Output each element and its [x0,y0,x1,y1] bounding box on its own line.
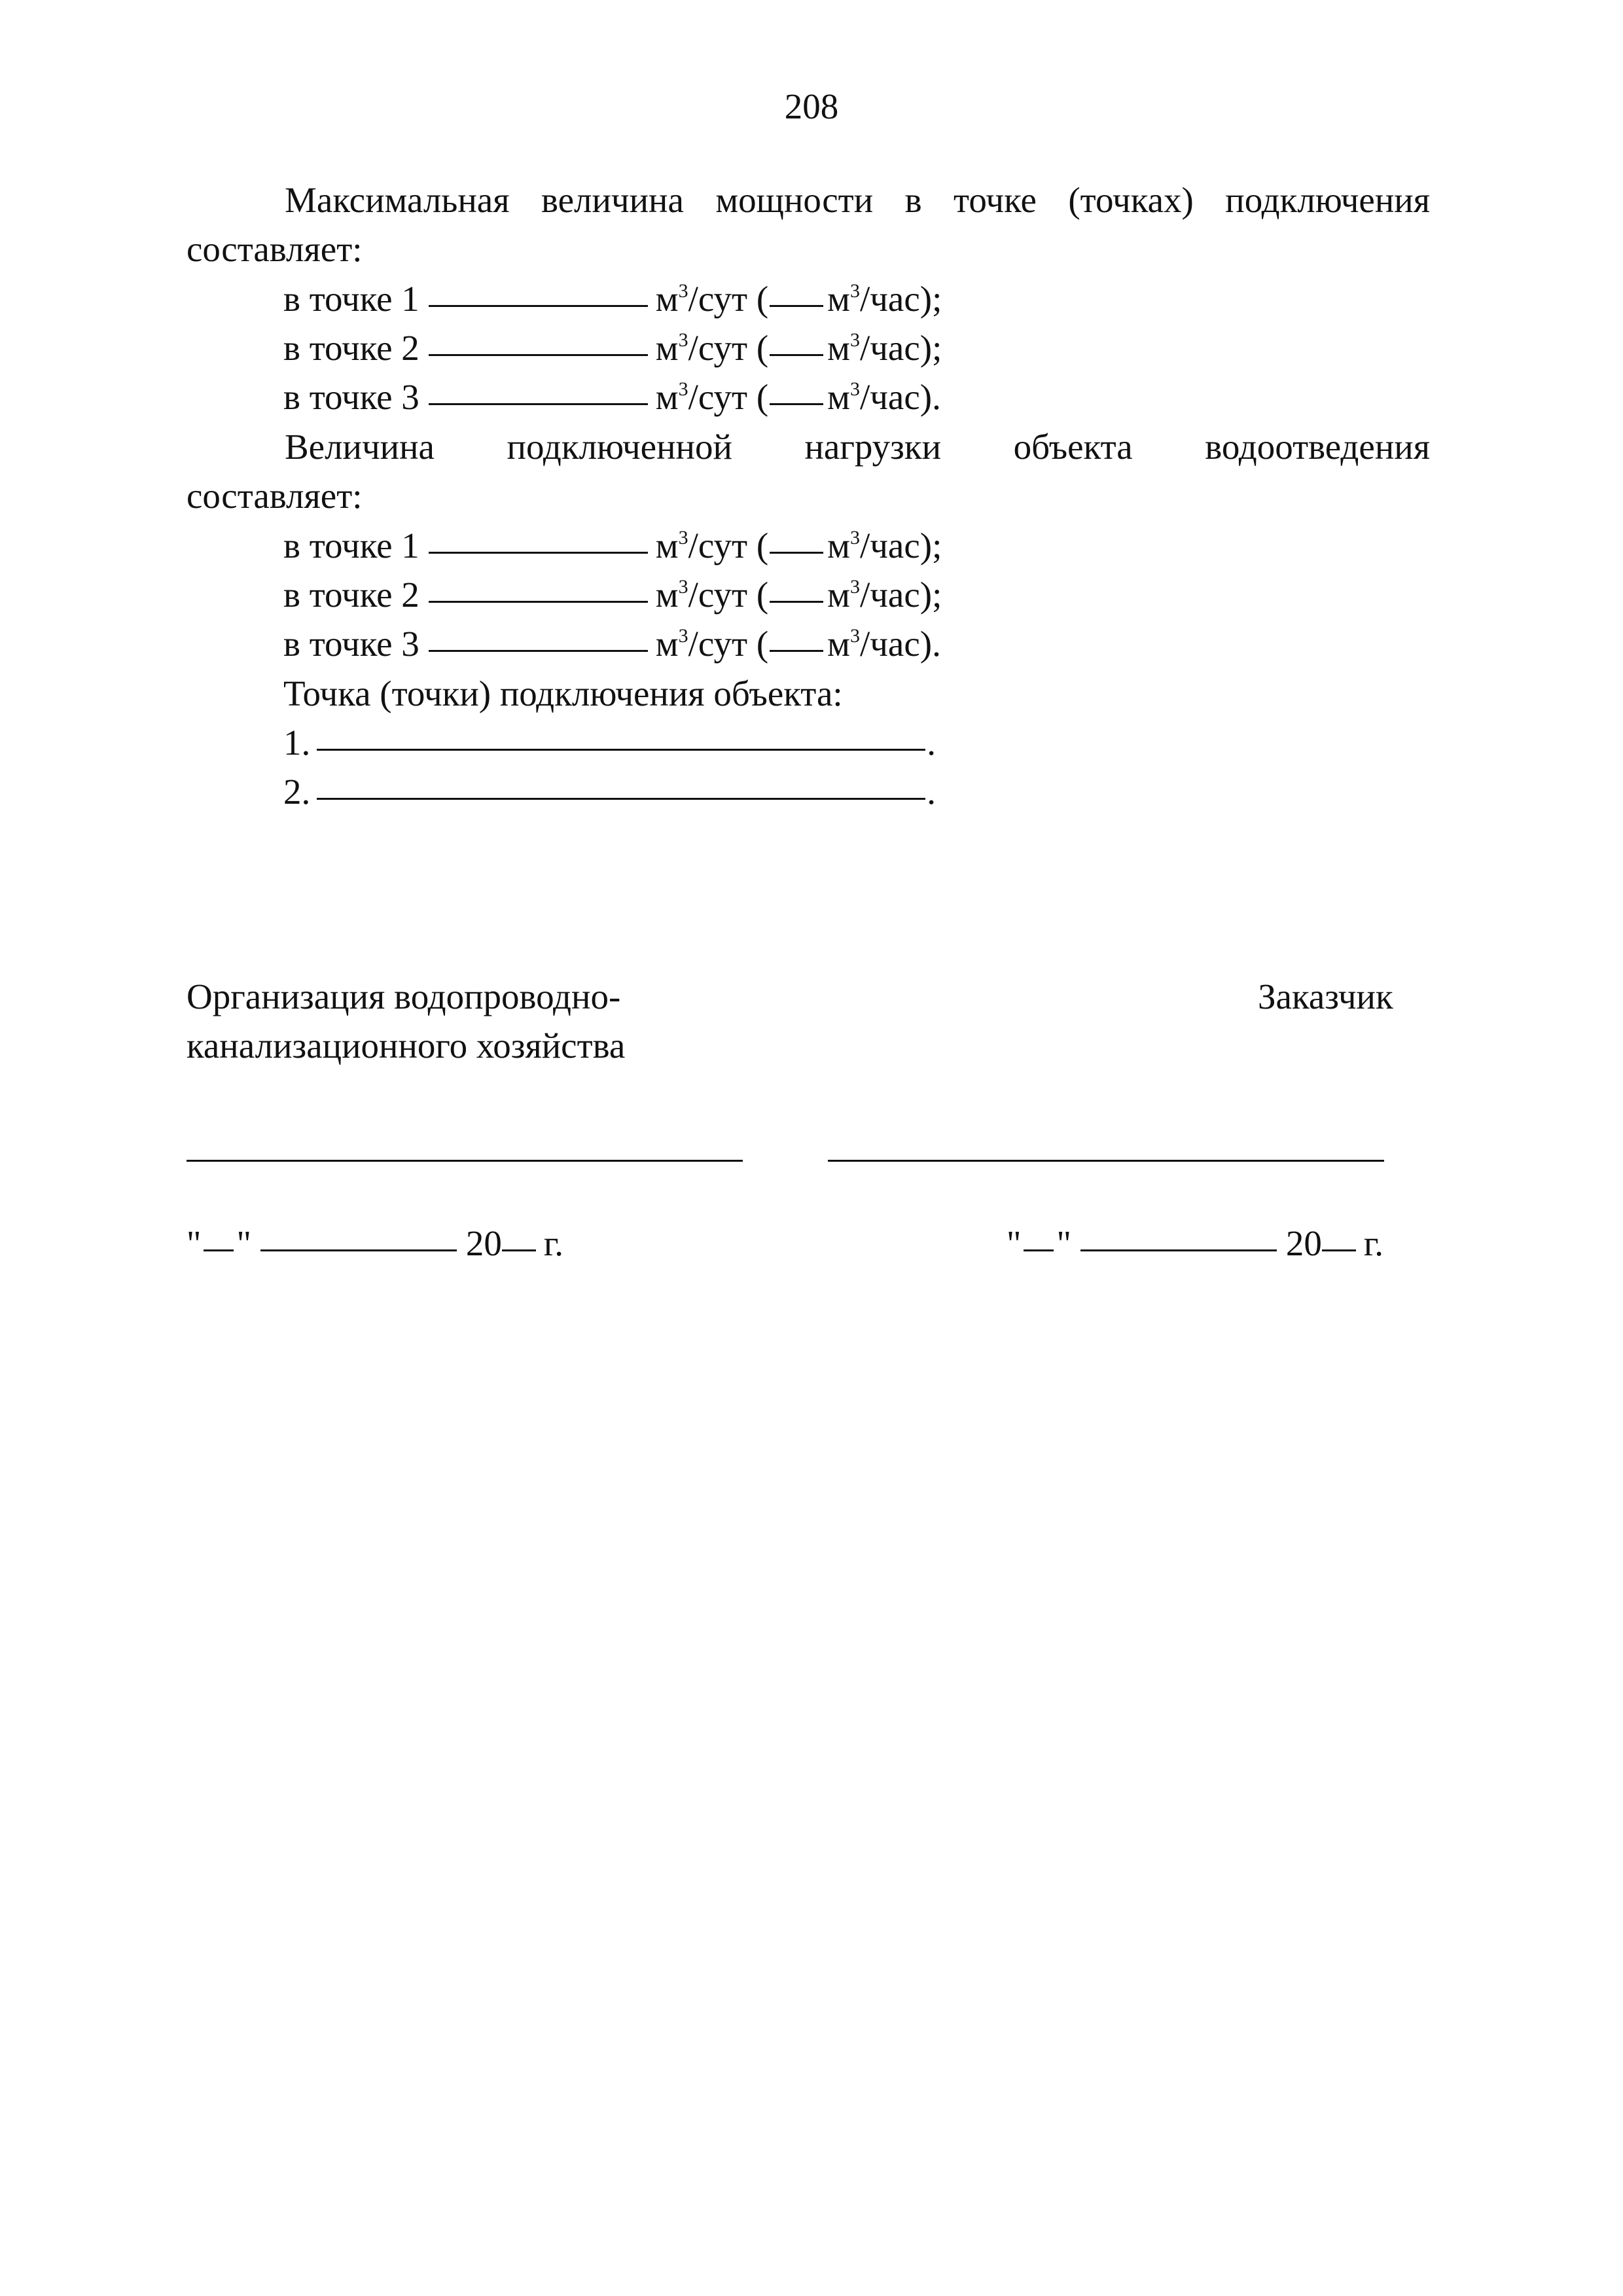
section1-intro [187,175,1430,224]
value-blank[interactable] [770,650,823,652]
page-number: 208 [784,86,839,126]
day-blank[interactable] [204,1249,234,1251]
section1-intro-text: Максимальная величина мощности в точке (точках) подключения [285,180,1430,220]
section2-point-2: в точке 2 $м^3$/сут ( $м^3/час$); [283,575,942,615]
connection-item-1: 1. . [283,723,936,762]
customer-signature-line[interactable] [828,1160,1384,1162]
year-blank[interactable] [1322,1249,1356,1251]
section1-point-1: в точке 1 $м^3$/сут ( $м^3/час$); [283,279,942,319]
section2-intro-cont: составляет: [187,476,363,516]
section1-intro-cont: составляет: [187,229,363,269]
connection-blank[interactable] [317,798,925,800]
org-label-line1: Организация водопроводно- [187,977,621,1016]
org-label-line2: канализационного хозяйства [187,1026,626,1066]
value-blank[interactable] [770,305,823,307]
value-blank[interactable] [429,552,648,554]
year-blank[interactable] [502,1249,536,1251]
section2-intro-text: Величина подключенной нагрузки объекта водоотведения [285,427,1430,467]
section1-point-3: в точке 3 $м^3$/сут ( $м^3/час$). [283,377,941,417]
value-blank[interactable] [429,650,648,652]
section2-intro [187,422,1430,471]
month-blank[interactable] [260,1249,457,1251]
customer-date: " " 20 г. [1007,1223,1384,1263]
value-blank[interactable] [429,601,648,603]
value-blank[interactable] [429,403,648,405]
org-signature-line[interactable] [187,1160,743,1162]
day-blank[interactable] [1024,1249,1054,1251]
value-blank[interactable] [770,403,823,405]
value-blank[interactable] [770,601,823,603]
section2-point-3: в точке 3 $м^3$/сут ( $м^3/час$). [283,624,941,664]
section2-point-1: в точке 1 $м^3$/сут ( $м^3/час$); [283,526,942,565]
customer-label: Заказчик [1258,977,1393,1016]
value-blank[interactable] [429,354,648,356]
month-blank[interactable] [1080,1249,1277,1251]
value-blank[interactable] [429,305,648,307]
value-blank[interactable] [770,552,823,554]
org-date: " " 20 г. [187,1223,564,1263]
connection-item-2: 2. . [283,772,936,812]
connection-blank[interactable] [317,749,925,751]
section1-point-2: в точке 2 $м^3$/сут ( $м^3/час$); [283,328,942,368]
value-blank[interactable] [770,354,823,356]
connection-title: Точка (точки) подключения объекта: [283,673,843,713]
